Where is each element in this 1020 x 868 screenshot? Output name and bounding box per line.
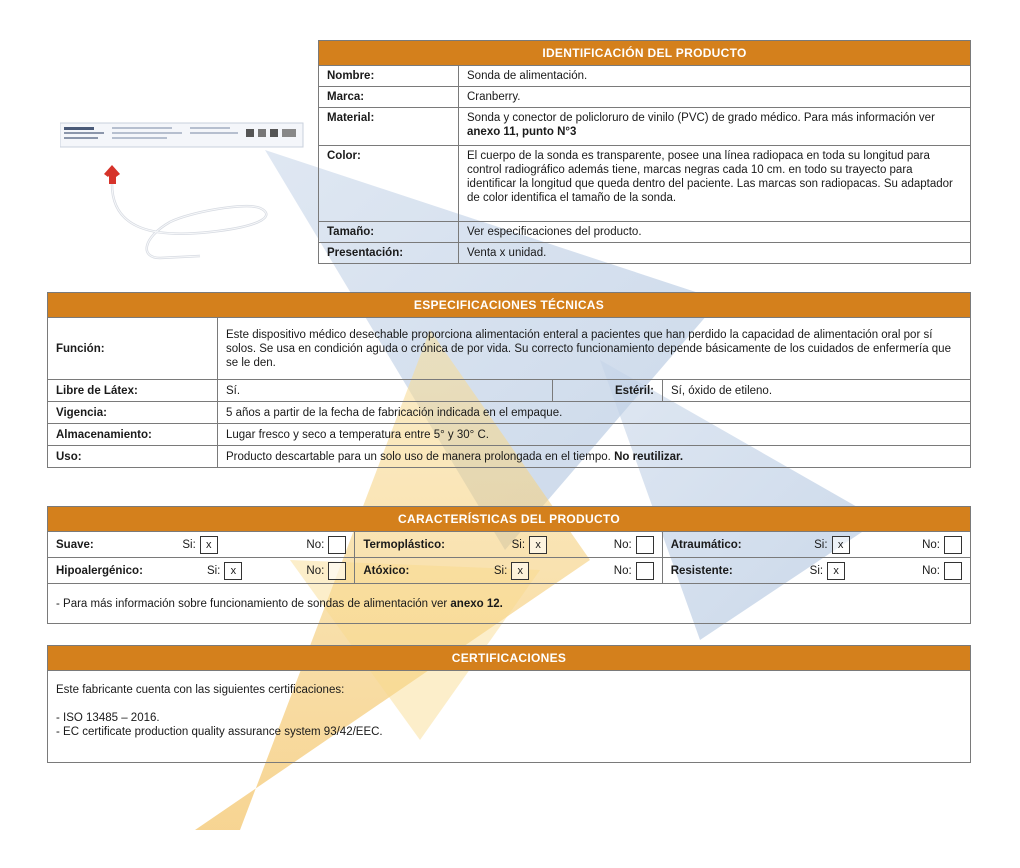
feature-termoplastico xyxy=(355,532,662,558)
especificaciones-header: ESPECIFICACIONES TÉCNICAS xyxy=(48,293,971,318)
nombre-value: Sonda de alimentación. xyxy=(459,66,971,87)
certificaciones-table xyxy=(47,645,971,763)
si-label: Si: xyxy=(809,564,824,577)
tamano-label: Tamaño: xyxy=(319,222,459,243)
feature-label: Atraumático: xyxy=(670,538,742,551)
feature-label: Hipoalergénico: xyxy=(56,564,143,577)
si-checkbox[interactable]: x xyxy=(511,562,529,580)
nombre-label: Nombre: xyxy=(319,66,459,87)
vigencia-value: 5 años a partir de la fecha de fabricación indicada en el empaque. xyxy=(218,402,971,424)
caracteristicas-header: CARACTERÍSTICAS DEL PRODUCTO xyxy=(48,507,971,532)
no-checkbox[interactable] xyxy=(636,536,654,554)
caracteristicas-table xyxy=(47,506,971,624)
si-checkbox[interactable]: x xyxy=(200,536,218,554)
certificaciones-body xyxy=(48,671,971,763)
si-checkbox[interactable]: x xyxy=(224,562,242,580)
uso-label: Uso: xyxy=(48,446,218,468)
almacenamiento-value: Lugar fresco y seco a temperatura entre 5° y 30° C. xyxy=(218,424,971,446)
no-label: No: xyxy=(306,538,325,551)
identificacion-header: IDENTIFICACIÓN DEL PRODUCTO xyxy=(319,41,971,66)
esteril-value: Sí, óxido de etileno. xyxy=(663,380,971,402)
certificacion-item: - ISO 13485 – 2016. xyxy=(56,712,160,724)
note-annex: anexo 12. xyxy=(450,597,503,610)
certificaciones-intro: Este fabricante cuenta con las siguientes certificaciones: xyxy=(56,684,345,696)
color-label: Color: xyxy=(319,146,459,222)
vigencia-label: Vigencia: xyxy=(48,402,218,424)
feature-suave xyxy=(48,532,355,558)
si-label: Si: xyxy=(814,538,828,551)
presentacion-label: Presentación: xyxy=(319,243,459,264)
uso-value: Producto descartable para un solo uso de manera prolongada en el tiempo. xyxy=(226,450,615,463)
presentacion-value: Venta x unidad. xyxy=(459,243,971,264)
certificaciones-header: CERTIFICACIONES xyxy=(48,646,971,671)
material-value: Sonda y conector de policloruro de vinilo (PVC) de grado médico. Para más información ver xyxy=(467,112,935,124)
latex-label: Libre de Látex: xyxy=(48,380,218,402)
no-label: No: xyxy=(613,564,632,577)
si-checkbox[interactable]: x xyxy=(832,536,850,554)
product-image xyxy=(60,120,308,275)
no-label: No: xyxy=(922,564,940,577)
material-annex-link: anexo 11, punto N°3 xyxy=(467,126,577,138)
caracteristicas-section xyxy=(47,506,971,624)
no-checkbox[interactable] xyxy=(944,536,962,554)
no-checkbox[interactable] xyxy=(636,562,654,580)
almacenamiento-label: Almacenamiento: xyxy=(48,424,218,446)
feature-resistente xyxy=(662,558,970,584)
esteril-label: Estéril: xyxy=(553,380,663,402)
material-label: Material: xyxy=(319,108,459,146)
note-text: - Para más información sobre funcionamiento de sondas de alimentación ver xyxy=(56,597,451,610)
si-checkbox[interactable]: x xyxy=(827,562,845,580)
feature-atraumatico xyxy=(662,532,970,558)
no-label: No: xyxy=(613,538,632,551)
uso-warning: No reutilizar. xyxy=(614,450,684,463)
feature-label: Atóxico: xyxy=(363,564,410,577)
especificaciones-section xyxy=(47,292,971,468)
latex-value: Sí. xyxy=(218,380,553,402)
uso-value-cell xyxy=(218,446,971,468)
si-label: Si: xyxy=(182,538,196,551)
funcion-value: Este dispositivo médico desechable proporciona alimentación enteral a pacientes que han perdido la capacidad de alimentación oral por sí solos. Se usa en condición aguda o crónica de por vida. Su correcto funcionamiento depende básicamente de los cuidados de enfermería que se le den. xyxy=(218,318,971,380)
feature-atoxico xyxy=(355,558,662,584)
feature-label: Suave: xyxy=(56,538,94,551)
no-label: No: xyxy=(306,564,325,577)
marca-value: Cranberry. xyxy=(459,87,971,108)
no-checkbox[interactable] xyxy=(328,562,346,580)
certificacion-item: - EC certificate production quality assurance system 93/42/EEC. xyxy=(56,726,383,738)
material-value-cell xyxy=(459,108,971,146)
funcion-label: Función: xyxy=(48,318,218,380)
identificacion-section xyxy=(318,40,971,264)
marca-label: Marca: xyxy=(319,87,459,108)
si-label: Si: xyxy=(511,538,526,551)
color-value: El cuerpo de la sonda es transparente, posee una línea radiopaca en toda su longitud para control radiográfico además tiene, marcas negras cada 10 cm. en todo su trayecto para identificar la longitud que queda dentro del paciente. Las marcas son radiopacas. Su adaptador de color identifica el tamaño de la sonda. xyxy=(459,146,971,222)
feature-label: Resistente: xyxy=(670,564,733,577)
si-label: Si: xyxy=(206,564,221,577)
tamano-value: Ver especificaciones del producto. xyxy=(459,222,971,243)
no-checkbox[interactable] xyxy=(328,536,346,554)
feature-hipoalergenico xyxy=(48,558,355,584)
feeding-tube-illustration xyxy=(60,120,308,275)
si-checkbox[interactable]: x xyxy=(529,536,547,554)
identificacion-table xyxy=(318,40,971,264)
no-label: No: xyxy=(922,538,940,551)
certificaciones-section xyxy=(47,645,971,763)
caracteristicas-note xyxy=(48,584,971,624)
no-checkbox[interactable] xyxy=(944,562,962,580)
especificaciones-table xyxy=(47,292,971,468)
si-label: Si: xyxy=(493,564,508,577)
feature-label: Termoplástico: xyxy=(363,538,445,551)
